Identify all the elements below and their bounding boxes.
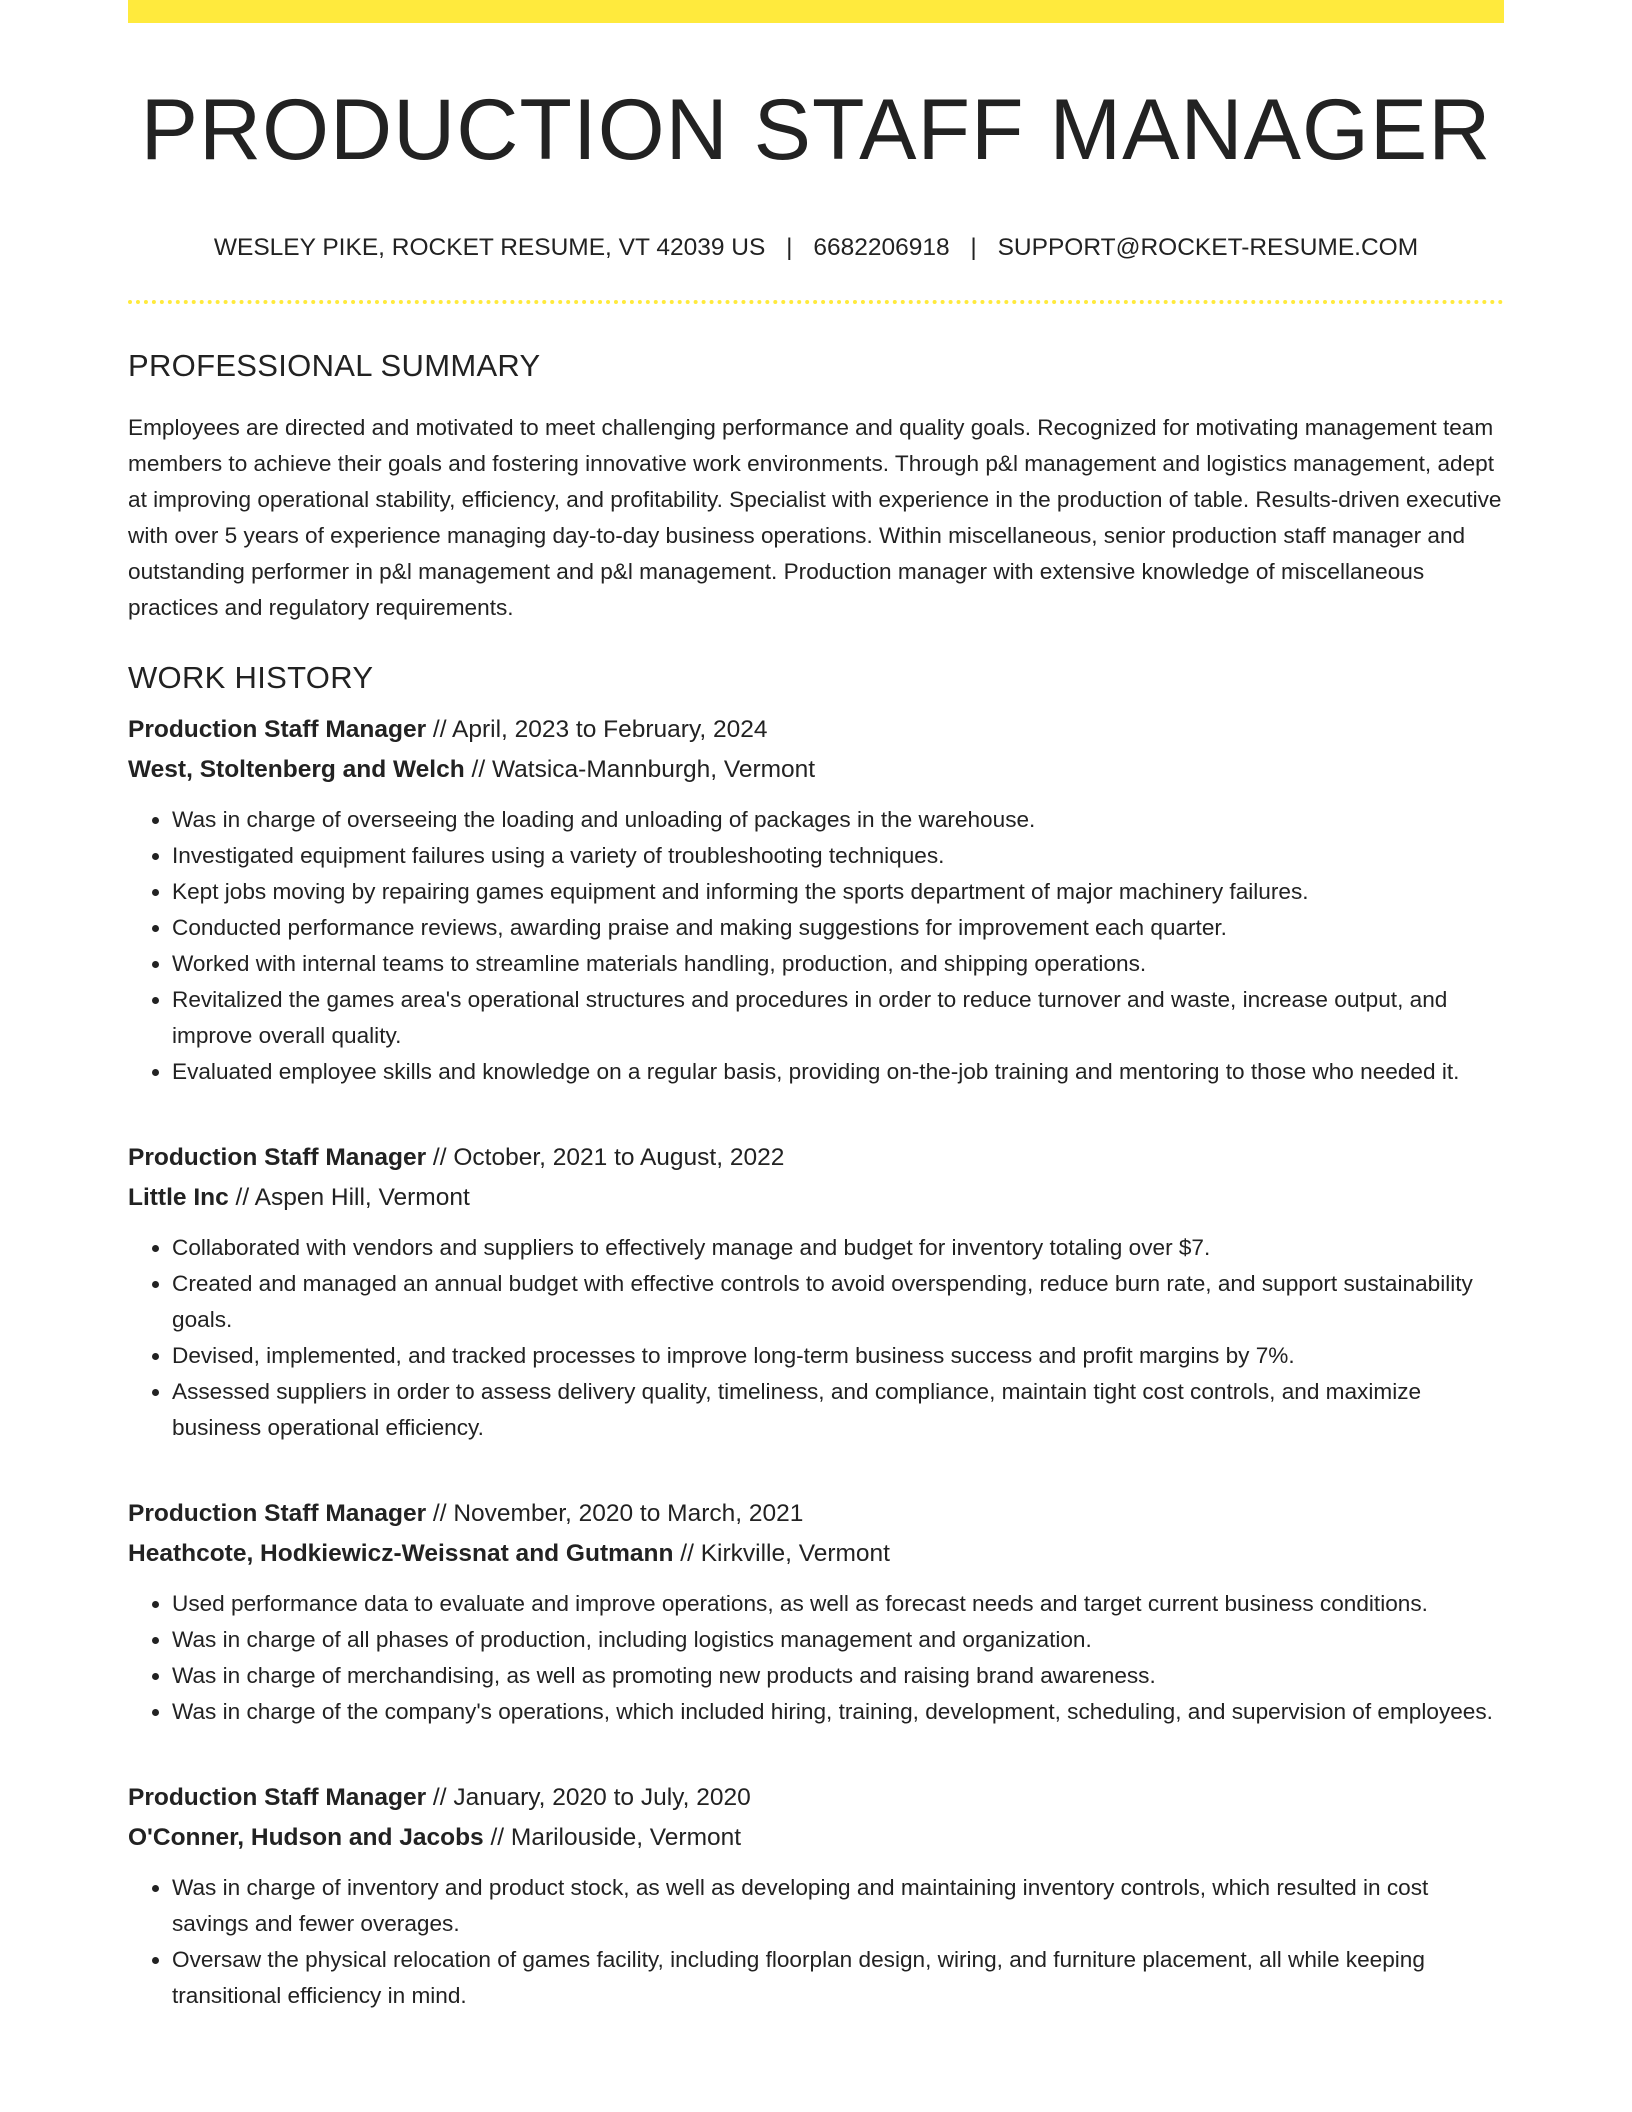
job-entry <box>128 1138 1504 1446</box>
contact-separator: | <box>970 233 977 261</box>
job-separator: // <box>426 715 452 743</box>
job-dates: October, 2021 to August, 2022 <box>453 1143 785 1171</box>
job-bullets <box>128 802 1504 1090</box>
job-entry <box>128 1494 1504 1730</box>
job-separator: // <box>483 1823 511 1851</box>
job-role: Production Staff Manager <box>128 1143 427 1171</box>
job-location: Marilouside, Vermont <box>510 1823 742 1851</box>
contact-separator: | <box>786 233 793 261</box>
work-history-heading: WORK HISTORY <box>128 659 374 695</box>
contact-email: SUPPORT@ROCKET-RESUME.COM <box>997 233 1419 261</box>
job-bullets <box>128 1230 1504 1446</box>
job-bullet: • Revitalized the games area's operational structures and procedures in order to reduce turnover and waste, increase output, and improve overall quality. <box>172 982 1504 1054</box>
job-separator: // <box>464 755 492 783</box>
job-role-line <box>128 1778 1504 1818</box>
work-history-list <box>128 710 1504 2014</box>
job-separator: // <box>426 1499 454 1527</box>
job-company: West, Stoltenberg and Welch <box>128 755 465 783</box>
job-bullets <box>128 1586 1504 1730</box>
contact-phone: 6682206918 <box>813 233 950 261</box>
job-company: Little Inc <box>128 1183 229 1211</box>
job-entry <box>128 1778 1504 2014</box>
job-company-line <box>128 1534 1504 1574</box>
job-bullet: • Collaborated with vendors and suppliers to effectively manage and budget for inventory totaling over $7. <box>172 1230 1504 1266</box>
resume-page <box>128 0 1504 2014</box>
job-separator: // <box>673 1539 701 1567</box>
job-bullet: • Assessed suppliers in order to assess delivery quality, timeliness, and compliance, maintain tight cost controls, and maximize business operational efficiency. <box>172 1374 1504 1446</box>
job-dates: January, 2020 to July, 2020 <box>453 1783 751 1811</box>
job-location: Watsica-Mannburgh, Vermont <box>491 755 816 783</box>
job-separator: // <box>228 1183 255 1211</box>
job-company: O'Conner, Hudson and Jacobs <box>128 1823 484 1851</box>
job-bullet: • Devised, implemented, and tracked processes to improve long-term business success and profit margins by 7%. <box>172 1338 1504 1374</box>
job-bullet: • Evaluated employee skills and knowledge on a regular basis, providing on-the-job training and mentoring to those who needed it. <box>172 1054 1504 1090</box>
job-separator: // <box>426 1143 454 1171</box>
job-company-line <box>128 750 1504 790</box>
job-role: Production Staff Manager <box>128 1499 427 1527</box>
accent-bar <box>128 0 1504 23</box>
job-role-line <box>128 1138 1504 1178</box>
job-role: Production Staff Manager <box>128 1783 427 1811</box>
job-bullet: • Oversaw the physical relocation of games facility, including floorplan design, wiring, and furniture placement, all while keeping transitional efficiency in mind. <box>172 1942 1504 2014</box>
job-entry <box>128 710 1504 1090</box>
job-bullet: • Was in charge of inventory and product stock, as well as developing and maintaining inventory controls, which resulted in cost savings and fewer overages. <box>172 1870 1504 1942</box>
job-company-line <box>128 1818 1504 1858</box>
job-bullet: • Conducted performance reviews, awarding praise and making suggestions for improvement each quarter. <box>172 910 1504 946</box>
job-role: Production Staff Manager <box>128 715 427 743</box>
job-role-line <box>128 710 1504 750</box>
contact-address: WESLEY PIKE, ROCKET RESUME, VT 42039 US <box>213 233 766 261</box>
job-separator: // <box>426 1783 454 1811</box>
summary-text: Employees are directed and motivated to meet challenging performance and quality goals. Recognized for motivating management team members to achieve their goals and fostering innovative work environments. Through p&l management and logistics management, adept at improving operational stability, efficiency, and profitability. Specialist with experience in the production of table. Results-driven executive with over 5 years of experience managing day-to-day business operations. Within miscellaneous, senior production staff manager and outstanding performer in p&l management and p&l management. Production manager with extensive knowledge of miscellaneous practices and regulatory requirements. <box>128 414 1502 620</box>
job-dates: April, 2023 to February, 2024 <box>452 715 768 743</box>
job-bullet: • Kept jobs moving by repairing games equipment and informing the sports department of major machinery failures. <box>172 874 1504 910</box>
summary-heading: PROFESSIONAL SUMMARY <box>128 347 541 383</box>
job-bullet: • Was in charge of overseeing the loading and unloading of packages in the warehouse. <box>172 802 1504 838</box>
job-bullet: • Worked with internal teams to streamline materials handling, production, and shipping operations. <box>172 946 1504 982</box>
job-bullet: • Was in charge of all phases of production, including logistics management and organization. <box>172 1622 1504 1658</box>
job-location: Aspen Hill, Vermont <box>254 1183 470 1211</box>
job-dates: November, 2020 to March, 2021 <box>453 1499 804 1527</box>
job-location: Kirkville, Vermont <box>700 1539 890 1567</box>
contact-line <box>128 234 1504 262</box>
job-bullet: • Was in charge of the company's operations, which included hiring, training, development, scheduling, and supervision of employees. <box>172 1694 1504 1730</box>
job-bullet: • Investigated equipment failures using a variety of troubleshooting techniques. <box>172 838 1504 874</box>
dotted-divider <box>128 300 1504 304</box>
job-bullet: • Created and managed an annual budget with effective controls to avoid overspending, reduce burn rate, and support sustainability goals. <box>172 1266 1504 1338</box>
job-bullets <box>128 1870 1504 2014</box>
job-company-line <box>128 1178 1504 1218</box>
job-bullet: • Used performance data to evaluate and improve operations, as well as forecast needs and target current business conditions. <box>172 1586 1504 1622</box>
job-company: Heathcote, Hodkiewicz-Weissnat and Gutmann <box>128 1539 674 1567</box>
job-role-line <box>128 1494 1504 1534</box>
resume-title: PRODUCTION STAFF MANAGER <box>140 82 1492 178</box>
job-bullet: • Was in charge of merchandising, as well as promoting new products and raising brand awareness. <box>172 1658 1504 1694</box>
